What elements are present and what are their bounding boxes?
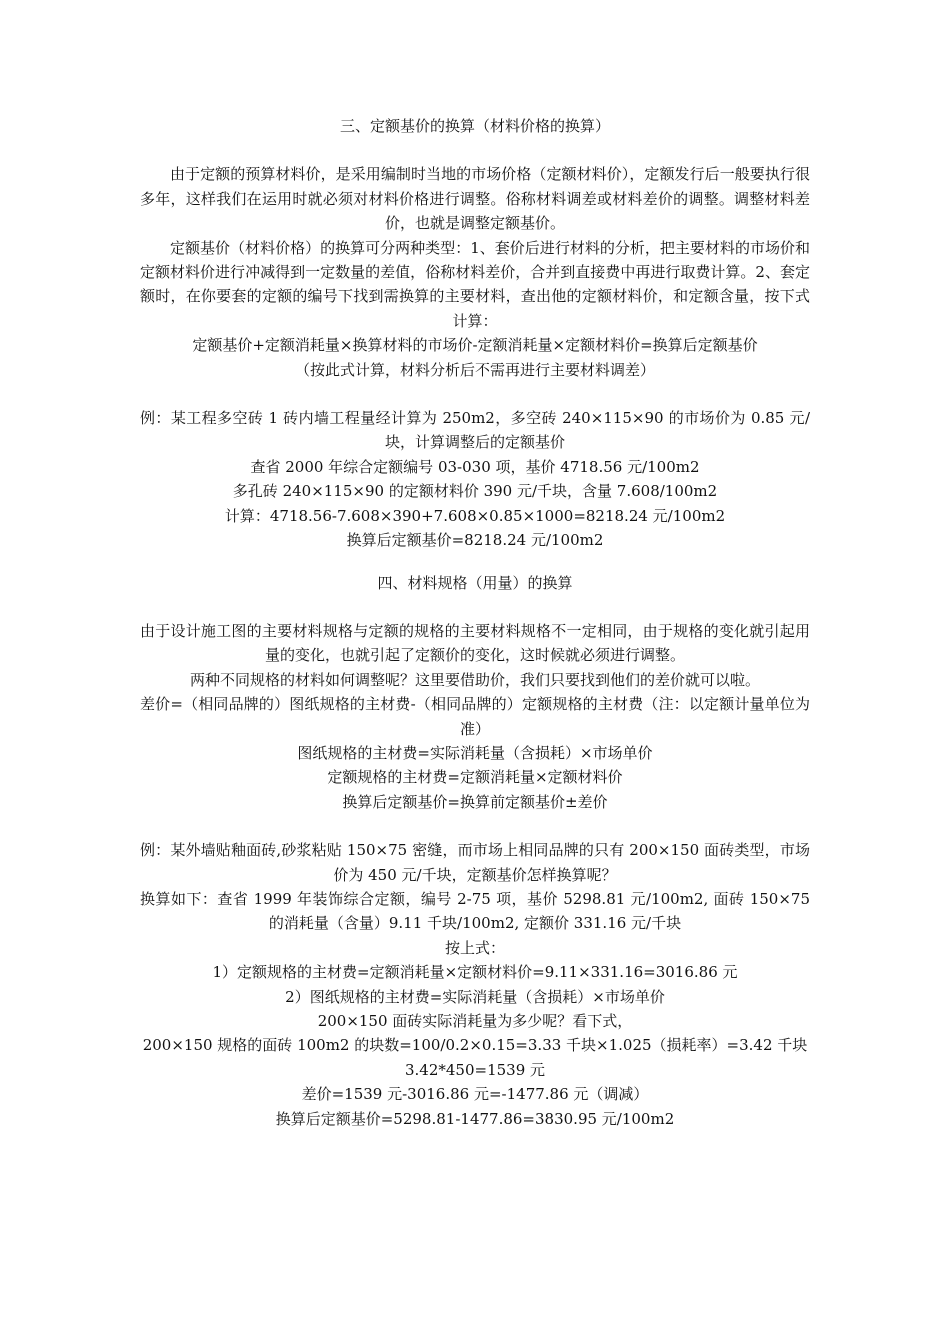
section-3-result: 换算后定额基价=8218.24 元/100m2 <box>346 531 604 550</box>
section-4-final: 换算后定额基价=5298.81-1477.86=3830.95 元/100m2 <box>275 1109 675 1128</box>
section-3-lookup: 查省 2000 年综合定额编号 03-030 项，基价 4718.56 元/100m2 <box>250 457 700 476</box>
section-3-calc: 计算：4718.56-7.608×390+7.608×0.85×1000=8218.24 元/100m2 <box>224 506 726 525</box>
section-4-step2: 2）图纸规格的主材费=实际消耗量（含损耗）×市场单价 <box>285 987 665 1006</box>
spacer <box>140 553 810 571</box>
section-3-intro: 由于定额的预算材料价，是采用编制时当地的市场价格（定额材料价），定额发行后一般要执行很多年，这样我们在运用时就必须对材料价格进行调整。俗称材料调差或材料差价的调整。调整材料差价，也就是调整定额基价。 <box>140 165 810 233</box>
section-4-example: 例：某外墙贴釉面砖,砂浆粘贴 150×75 密缝，而市场上相同品牌的只有 200×150 面砖类型，市场价为 450 元/千块，定额基价怎样换算呢？ <box>140 841 810 884</box>
section-4-after: 换算后定额基价=换算前定额基价±差价 <box>342 792 608 811</box>
section-3-formula-note: （按此式计算，材料分析后不需再进行主要材料调差） <box>294 360 655 379</box>
section-4-quota-cost: 定额规格的主材费=定额消耗量×定额材料价 <box>327 768 623 787</box>
section-3-types: 定额基价（材料价格）的换算可分两种类型：1、套价后进行材料的分析，把主要材料的市场价和定额材料价进行冲减得到一定数量的差值，俗称材料差价，合并到直接费中再进行取费计算。2、套定额时，在你要套的定额的编号下找到需换算的主要材料，查出他的定额材料价，和定额含量，按下式计算： <box>140 238 810 330</box>
section-3-title: 三、定额基价的换算（材料价格的换算） <box>339 117 610 135</box>
section-4-cost: 3.42*450=1539 元 <box>404 1060 546 1079</box>
section-4-q-consumption: 200×150 面砖实际消耗量为多少呢？看下式， <box>317 1012 633 1030</box>
spacer <box>140 595 810 619</box>
section-4-diff-formula: 差价=（相同品牌的）图纸规格的主材费-（相同品牌的）定额规格的主材费（注：以定额计量单位为准） <box>140 695 810 738</box>
section-4-diff: 差价=1539 元-3016.86 元=-1477.86 元（调减） <box>301 1085 649 1104</box>
section-4-drawing-cost: 图纸规格的主材费=实际消耗量（含损耗）×市场单价 <box>297 743 653 762</box>
section-4-steps: 换算如下：查省 1999 年装饰综合定额，编号 2-75 项，基价 5298.81 元/100m2, 面砖 150×75 的消耗量（含量）9.11 千块/100m2, 定额价 331.16 元/千块 <box>140 889 810 933</box>
section-4-intro: 由于设计施工图的主要材料规格与定额的规格的主要材料规格不一定相同，由于规格的变化就引起用量的变化，也就引起了定额价的变化，这时候就必须进行调整。 <box>140 621 810 665</box>
section-3-example: 例：某工程多空砖 1 砖内墙工程量经计算为 250m2，多空砖 240×115×90 的市场价为 0.85 元/块，计算调整后的定额基价 <box>140 409 810 452</box>
section-4-by-formula: 按上式： <box>444 938 505 957</box>
section-3-formula: 定额基价+定额消耗量×换算材料的市场价-定额消耗量×定额材料价=换算后定额基价 <box>192 336 758 355</box>
section-4-title: 四、材料规格（用量）的换算 <box>377 573 573 592</box>
spacer <box>140 382 810 406</box>
spacer <box>140 814 810 838</box>
document-page <box>140 114 810 1131</box>
section-4-step1: 1）定额规格的主材费=定额消耗量×定额材料价=9.11×331.16=3016.86 元 <box>212 963 738 982</box>
section-4-question: 两种不同规格的材料如何调整呢？这里要借助价，我们只要找到他们的差价就可以啦。 <box>189 670 760 689</box>
section-4-blocks: 200×150 规格的面砖 100m2 的块数=100/0.2×0.15=3.33 千块×1.025（损耗率）=3.42 千块 <box>142 1036 808 1055</box>
spacer <box>140 138 810 162</box>
section-3-brick: 多孔砖 240×115×90 的定额材料价 390 元/千块，含量 7.608/100m2 <box>232 482 718 501</box>
